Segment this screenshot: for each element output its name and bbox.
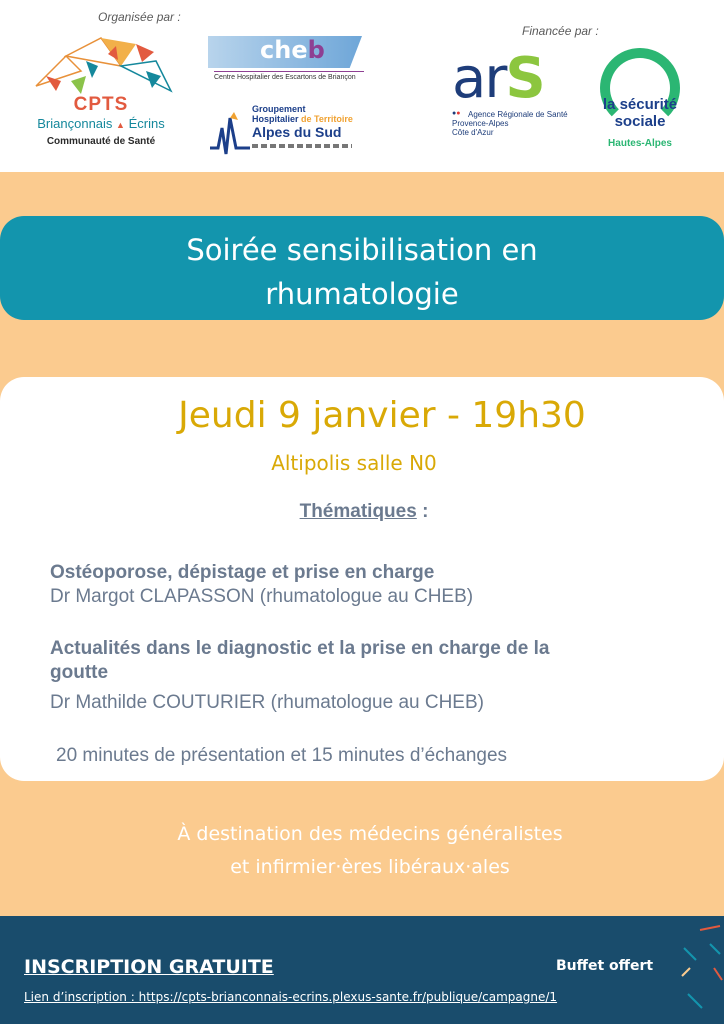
event-title <box>0 228 724 316</box>
cpts-name: CPTS <box>73 94 129 115</box>
event-title-band <box>0 216 724 320</box>
cpts-sub-left: Briançonnais <box>37 116 113 131</box>
ars-wordmark <box>452 46 544 111</box>
footer <box>0 916 724 1024</box>
ars-word-a: ar <box>452 46 506 111</box>
ght-line2a: Hospitalier <box>252 114 299 124</box>
secu-text <box>586 96 694 130</box>
event-title-line1: Soirée sensibilisation en <box>186 233 538 267</box>
cheb-wordmark <box>260 36 325 64</box>
audience-line2: et infirmier·ères libéraux·ales <box>230 856 510 878</box>
talk-2-speaker: Dr Mathilde COUTURIER (rhumatologue au CHEB) <box>50 692 484 713</box>
audience-line1: À destination des médecins généralistes <box>177 823 563 845</box>
cheb-word-b: b <box>307 36 325 64</box>
registration-link[interactable]: Lien d’inscription : https://cpts-brianconnais-ecrins.plexus-sante.fr/publique/campagne/1 <box>24 990 558 1004</box>
talk-1-title: Ostéoporose, dépistage et prise en charge <box>50 562 435 583</box>
registration-heading[interactable]: INSCRIPTION GRATUITE <box>24 956 274 978</box>
themes-colon: : <box>416 501 429 522</box>
cpts-subtitle <box>26 116 176 131</box>
duration-note: 20 minutes de présentation et 15 minutes d’échanges <box>56 745 508 766</box>
event-place: Altipolis salle N0 <box>271 451 437 475</box>
funded-by-caption: Financée par : <box>522 24 599 38</box>
themes-label: Thématiques <box>299 501 417 522</box>
event-date: Jeudi 9 janvier - 19h30 <box>178 395 586 436</box>
ars-line2: Provence-Alpes <box>452 119 509 128</box>
themes-heading <box>0 501 724 523</box>
header-logos <box>0 0 724 172</box>
secu-region: Hautes-Alpes <box>608 138 672 149</box>
mountain-pulse-icon <box>210 108 250 158</box>
cheb-logo <box>208 36 362 86</box>
talk-2-title-line2: goutte <box>50 662 109 683</box>
ght-line2b: de Territoire <box>301 114 353 124</box>
ars-line3: Côte d'Azur <box>452 128 494 137</box>
ght-line1: Groupement <box>252 104 306 114</box>
talk-1-speaker: Dr Margot CLAPASSON (rhumatologue au CHEB) <box>50 586 474 607</box>
triangle-icon: ▲ <box>116 120 125 130</box>
ght-logo <box>210 104 360 162</box>
secu-line1: la sécurité <box>602 96 678 113</box>
cpts-logo <box>26 36 176 156</box>
audience-note <box>0 818 724 884</box>
talk-2-title <box>50 637 670 685</box>
ars-subtitle <box>452 110 568 137</box>
flag-dots-icon: ●● <box>452 110 461 117</box>
organized-by-caption: Organisée par : <box>98 10 181 24</box>
talk-2-title-line1: Actualités dans le diagnostic et la prise en charge de la <box>50 638 550 659</box>
decorative-lines-icon <box>680 924 724 1024</box>
event-title-line2: rhumatologie <box>265 277 459 311</box>
ght-line3: Alpes du Sud <box>252 124 342 140</box>
ght-town-list <box>252 144 352 148</box>
mountain-icon <box>26 36 176 96</box>
ght-line2 <box>252 114 353 124</box>
ars-logo <box>452 46 578 162</box>
secu-line2: sociale <box>614 113 666 130</box>
event-details-card <box>0 377 724 781</box>
buffet-note: Buffet offert <box>556 958 654 974</box>
secu-logo <box>586 48 694 158</box>
cpts-community: Communauté de Santé <box>46 136 156 147</box>
ars-word-b: S <box>505 46 544 111</box>
cheb-word-a: che <box>260 36 308 64</box>
cheb-subtitle: Centre Hospitalier des Escartons de Briançon <box>214 71 364 81</box>
cpts-sub-right: Écrins <box>128 116 165 131</box>
ars-line1: Agence Régionale de Santé <box>468 110 568 119</box>
